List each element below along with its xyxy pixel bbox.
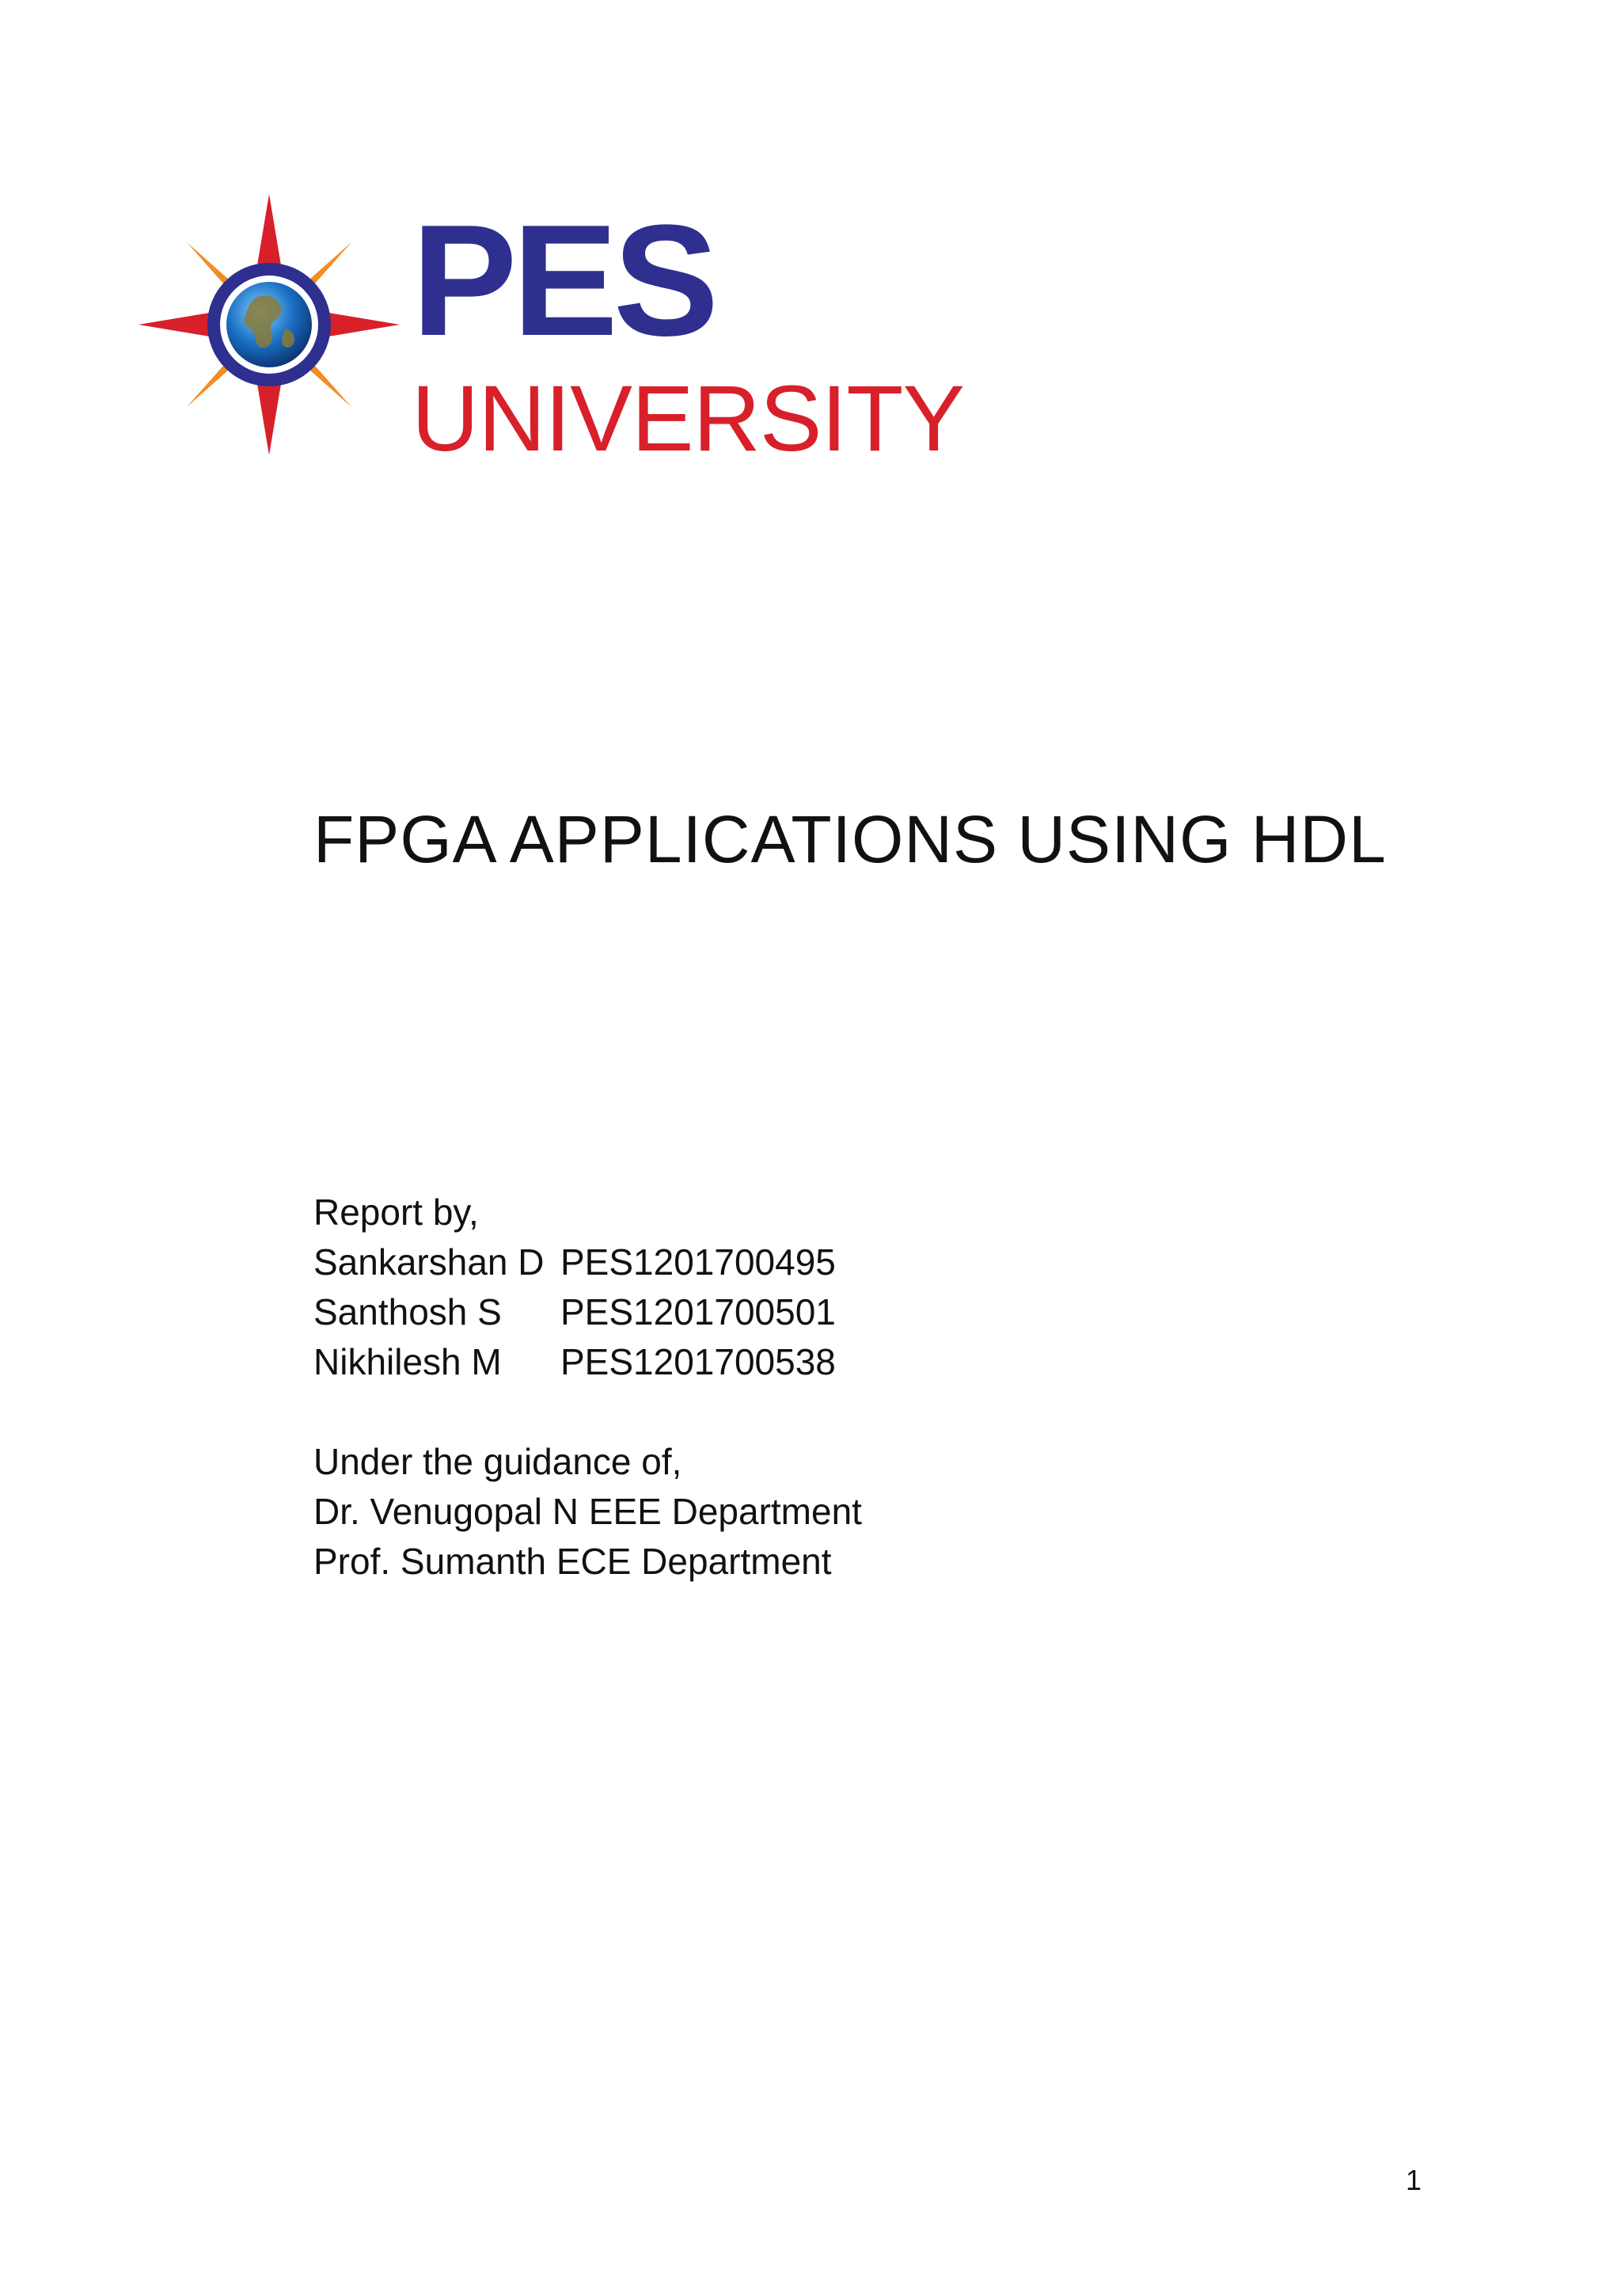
guide-entry: Prof. Sumanth ECE Department bbox=[313, 1541, 832, 1582]
logo-wordmark-pes: PES bbox=[412, 192, 715, 369]
author-id: PES1201700501 bbox=[560, 1291, 836, 1332]
report-authors-block bbox=[313, 1188, 836, 1387]
author-row bbox=[313, 1337, 836, 1387]
author-name: Santhosh S bbox=[313, 1291, 502, 1332]
logo-wordmark-university: UNIVERSITY bbox=[412, 367, 965, 471]
document-title: FPGA APPLICATIONS USING HDL bbox=[313, 802, 1387, 876]
page-number: 1 bbox=[1406, 2164, 1422, 2196]
author-row bbox=[313, 1287, 836, 1337]
report-by-heading: Report by, bbox=[313, 1192, 479, 1233]
guide-entry: Dr. Venugopal N EEE Department bbox=[313, 1491, 862, 1532]
author-name: Nikhilesh M bbox=[313, 1341, 502, 1382]
compass-globe-icon bbox=[139, 194, 400, 455]
guidance-heading: Under the guidance of, bbox=[313, 1441, 682, 1482]
university-logo bbox=[139, 192, 993, 471]
author-id: PES1201700538 bbox=[560, 1341, 836, 1382]
author-row bbox=[313, 1237, 836, 1287]
author-id: PES1201700495 bbox=[560, 1241, 836, 1283]
guidance-block bbox=[313, 1437, 862, 1587]
author-name: Sankarshan D bbox=[313, 1241, 545, 1283]
